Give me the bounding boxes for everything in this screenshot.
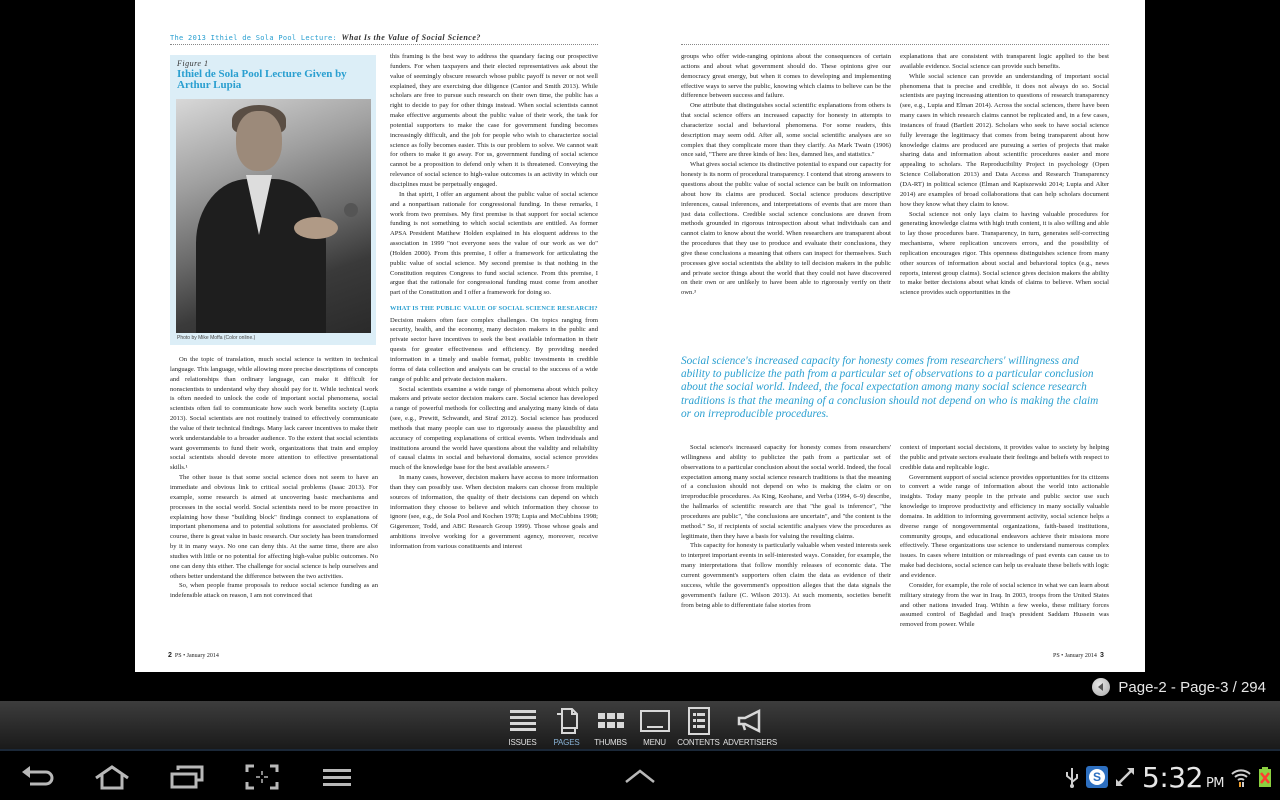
- right-col-3: [681, 443, 891, 643]
- wifi-icon: [1230, 766, 1252, 788]
- magazine-spread[interactable]: [135, 0, 1145, 672]
- right-col-2: [900, 52, 1109, 336]
- paragraph: Social science not only lays claim to having valuable procedures for generating knowledge claims with high truth content, it is also willing and able to lay those procedures bare. Transparency, in turn, generates self-correcting mechanisms, where replication uncovers errors, and the possibility of replication encourages rigor. This openness distinguishes science from many other sources of information about social and behavioral topics (e.g., news reports, interest group claims). Social science gives decision makers the ability to make better decisions about what kinds of claims to believe. When social science provides such opportunities in the: [900, 210, 1109, 297]
- paragraph: This capacity for honesty is particularly valuable when vested interests seek to interpret important events in self-interested ways. Consider, for example, the many interpretations that follow monthly releases of economic data. The current government's supporters often claim the data as evidence of their success, while the government's opposition alleges that the data signals the government's failure (C. Wilson 2013). At such moments, societies benefit from being able to differentiate false stories from: [681, 542, 891, 609]
- toolbar-issues[interactable]: ISSUES: [501, 701, 544, 749]
- page-2: [135, 0, 640, 672]
- usb-icon: [1064, 766, 1080, 788]
- left-col-1: [170, 355, 378, 645]
- menu-lines-icon: [319, 764, 355, 790]
- nav-menu-button[interactable]: [317, 763, 357, 791]
- figure-label: Figure 1: [177, 59, 209, 68]
- nav-home-button[interactable]: [92, 763, 132, 791]
- nav-expand-button[interactable]: [620, 763, 660, 791]
- section-heading: WHAT IS THE PUBLIC VALUE OF SOCIAL SCIENCE RESEARCH?: [390, 305, 598, 313]
- nav-recent-apps-button[interactable]: [167, 763, 207, 791]
- paragraph: The other issue is that some social science does not seem to have an immediate and obvious link to critical social problems (Isaac 2013). For example, some research is aimed at uncovering basic mechanisms and processes in the social world. Social scientists need to be more proactive in explaining how these "building block" findings connect to explanations of important phenomena and to potential solutions for associated problems. Of course, there is great value in basic research. Our society has been transformed by it in many ways. No one can deny this. At the same time, there are also studies with little or no potential for affecting high-value public outcomes. No one can deny this either. The challenge for social science is help ourselves and others better understand the difference between the two activities.: [170, 474, 378, 580]
- nav-screenshot-button[interactable]: [242, 763, 282, 791]
- sync-icon: [1114, 766, 1136, 788]
- paragraph: context of important social decisions, it provides value to society by helping the public and private sectors evaluate their feelings and beliefs with respect to credible data and replicable logic.: [900, 444, 1109, 471]
- paragraph: In many cases, however, decision makers have access to more information than they can possibly use. When decision makers can choose from multiple sources of information, the quality of their decisions can depend on which information they choose to believe and which information they choose to ignore (see, e.g., de Sola Pool and Kochen 1978; Lupia and McCubbins 1998; Gigerenzer, Todd, and ABC Research Group 1999). Those whose goals and ambitions involve working for a government agency, moreover, receive information from various constituents and interest: [390, 474, 598, 550]
- clock: 5:32 PM: [1142, 760, 1224, 794]
- paragraph: Social science's increased capacity for honesty comes from researchers' willingness and ability to publicize the path from a particular set of observations to a particular conclusion about the social world. Indeed, the focal expectation among many social science research traditions is that the meaning of a conclusion should not depend on who is making the claim or on irreproducible procedures. As King, Keohane, and Verba (1994, 6–9) describe, the hallmarks of scientific research are that "the goal is inference", "the procedures are public", "the conclusions are uncertain", and "the content is the method." So, if recipients of social scientific analyses view the procedures as legitimate, then they have a basis for valuing the resulting claims.: [681, 444, 891, 540]
- toolbar-contents[interactable]: CONTENTS: [677, 701, 720, 749]
- reader-toolbar: [0, 701, 1280, 751]
- screen-icon: [640, 707, 670, 735]
- page-indicator: [1092, 676, 1280, 698]
- nav-back-button[interactable]: [18, 763, 58, 791]
- battery-icon: [1258, 766, 1272, 788]
- paragraph: In that spirit, I offer an argument about the public value of social science and a nonpartisan rationale for congressional funding. In these remarks, I work from two premises. My first premise is that support for social science funding is not something to which social scientists are entitled. As former APSA President Matthew Holden explained in his eloquent address to the association in 1999 "not everyone sees the value of our work as we do" (Holden 2000). From this premise, I offer a framework for articulating the public value of social science. My second premise is that nothing in the Constitution requires Congress to fund social science. From this premise, I argue that the rationale for congressional funding must come from another part of the Constitution and I offer a framework for doing so.: [390, 190, 598, 297]
- header-rule: [681, 44, 1109, 45]
- figure-1: [170, 55, 376, 345]
- recent-apps-icon: [169, 764, 205, 790]
- system-navbar: [0, 753, 1280, 800]
- page-indicator-text: Page-2 - Page-3 / 294: [1118, 678, 1266, 696]
- page-folio-left: 2 PS • January 2014: [168, 652, 219, 659]
- paragraph: While social science can provide an understanding of important social phenomena that is precise and credible, it does not always do so. Social scientists are paying increasing attention to questions of research transparency (see, e.g., Lupia and Elman 2014). Across the social sciences, there have been many cases in which research claims cannot be replicated and, in a few cases, instances of fraud (Bartlett 2012). Scholars who seek to have social science fully leverage the legitimacy that comes from being transparent about how knowledge claims are produced are pursuing a series of projects that make sharing data and information about scientific procedures easier and more appealing to scholars. The Reproducibility Project in psychology (Open Science Collaboration 2013) and Data Access and Research Transparency (DA-RT) in political science (Elman and Kapiszewski 2014; Lupia and Alter 2014) are examples of broad collaborations that can help scholars document how they know what they claim to know.: [900, 72, 1109, 208]
- paragraph: So, when people frame proposals to reduce social science funding as an indefensible attack on reason, I am not convinced that: [170, 582, 378, 600]
- photo-credit: Photo by Mike Moffa (Color online.): [177, 335, 256, 341]
- toolbar-menu[interactable]: MENU: [633, 701, 676, 749]
- chevron-up-icon: [622, 764, 658, 790]
- back-arrow-icon: [20, 764, 56, 790]
- figure-title: Ithiel de Sola Pool Lecture Given by Arthur Lupia: [177, 68, 347, 91]
- circle-back-arrow-icon[interactable]: [1092, 678, 1110, 696]
- page-3: [640, 0, 1145, 672]
- grid-icon: [596, 707, 626, 735]
- paragraph: Consider, for example, the role of social science in what we can learn about military strategy from the war in Iraq. In 2003, troops from the United States and other nations invaded Iraq. Within a few weeks, these military forces assumed control of Baghdad and Iraq's president Saddam Hussein was removed from power. While: [900, 581, 1109, 629]
- toolbar-pages[interactable]: PAGES: [545, 701, 588, 749]
- paragraph: What gives social science its distinctive potential to expand our capacity for honesty is its norm of procedural transparency. I contend that strong answers to questions about the public value of social science can be built on information about how its claims are produced. Social science produces descriptive inferences, causal inferences, and interpretations of events that are more than just data collections. Credible social science conclusions are drawn from methods grounded in rigorous introspection about what individuals can and cannot claim to know about the world. When researchers are transparent about the procedures that they use to produce and evaluate their conclusions, they give these conclusions a meaning that others can inspect for themselves. Such processes give social scientists the ability to tell decision makers in the public and private sector things about the world that they could not have discovered on their own or are unlikely to have been able to rigorously verify on their own.³: [681, 161, 891, 297]
- pages-icon: [552, 707, 582, 735]
- paragraph: Social scientists examine a wide range of phenomena about which policy makers and private sector decision makers care. Social science has developed a range of powerful methods for collecting and analyzing many kinds of data (see, e.g., Prewitt, Schwandt, and Straf 2012). Social science has produced methods that many people can use to rigorously assess the plausibility and accuracy of competing explanations of critical events. When individuals and institutions around the world have questions about the validity and reliability of causal claims in social and behavioral domains, social science provides much of the knowledge base for the best available answers.²: [390, 385, 598, 472]
- paragraph: Government support of social science provides opportunities for its citizens to convert a wide range of information about the world into actionable insights. Today many people in the private and public sector use such knowledge to improve productivity and efficiency in many socially valuable domains. In addition to informing government activity, social science helps a diverse range of nongovernmental organizations, faith-based institutions, community groups, and educational endeavors achieve their missions more effectively. These organizations use science to understand numerous complex issues. In cases where intuition or misreadings of past events can cause us to make bad decisions, social science can help us evaluate these beliefs with logic and evidence.: [900, 473, 1109, 579]
- left-col-2: [390, 52, 598, 645]
- header-rule: [170, 44, 598, 45]
- paragraph: On the topic of translation, much social science is written in technical language. This language, while allowing more precise descriptions of concepts and relationships than ordinary language, can make it difficult for nonscientists to understand why they should pay for it. While technical work is often needed to unlock the code of important social phenomena, social scientists often fail to communicate how such work benefits society (Lupia 2013). Social scientists are not routinely trained to effectively communicate the value of their technical findings. Many lack career incentives to make their work understandable to a broader audience. To the extent that social scientists want governments to fund their work, organizations that train and employ social scientists should devote more attention to effective presentational skills.¹: [170, 356, 378, 472]
- skype-icon: S: [1086, 766, 1108, 788]
- paragraph: groups who offer wide-ranging opinions about the consequences of certain actions and about what government should do. These opinions give our democracy great energy, but when it comes to developing and implementing effective ways to serve the public, knowing which claims to believe can be the difference between success and failure.: [681, 53, 891, 100]
- paragraph: this framing is the best way to address the quandary facing our prospective funders. For when taxpayers and their elected representatives ask about the value of seemingly obscure research whose public payoff is never or not well explained, they are exercising due diligence (Cantor and Smith 2013). While scholars are free to pursue such research on their own time, the public has a right to decide to pay for other things instead. When social scientists cannot make effective arguments about the public value of their work, the task for potential supporters to make the case for government funding becomes increasingly difficult, and the job for people who wish to characterize social science as folly becomes easier. This is our problem to solve. We cannot wait for others to make it go away. For us, government funding of social science cannot be a proposition to defend only when it is threatened. Conveying the relevance of social science to high-value outcomes is an activity in which our disciplines must be perpetually engaged.: [390, 53, 598, 188]
- right-col-1: [681, 52, 891, 336]
- megaphone-icon: [735, 707, 765, 735]
- stack-lines-icon: [508, 707, 538, 735]
- running-head: The 2013 Ithiel de Sola Pool Lecture: What Is the Value of Social Science?: [170, 33, 481, 42]
- toolbar-thumbs[interactable]: THUMBS: [589, 701, 632, 749]
- list-doc-icon: [684, 707, 714, 735]
- speaker-photo: [176, 99, 371, 333]
- pull-quote: Social science's increased capacity for honesty comes from researchers' willingness and ability to publicize the path from a particular set of observations to a particular conclusion about the social world. Indeed, the focal expectation among many social science research traditions is that the meaning of a conclusion should not depend on who is making the claim or on irreproducible procedures.: [681, 355, 1099, 420]
- page-folio-right: PS • January 2014 3: [1053, 652, 1104, 659]
- right-col-4: [900, 443, 1109, 643]
- status-area[interactable]: [1064, 761, 1272, 793]
- screenshot-icon: [244, 764, 280, 790]
- paragraph: One attribute that distinguishes social scientific explanations from others is that social science offers an increased capacity for honesty in attempts to characterize social and behavioral phenomena. For some readers, this description may seem odd. After all, some social scientific analyses are so complex that they complicate more than they clarify. As Mark Twain (1906) once said, "There are three kinds of lies: lies, damned lies, and statistics.": [681, 102, 891, 159]
- paragraph: Decision makers often face complex challenges. On topics ranging from security, health, and the economy, many decision makers in the public and private sector have incentives to seek the best available information in their quests for greater effectiveness and efficiency. By providing needed information in a timely and usable format, public investments in credible forms of data collection and analysis can be crucial to the success of a wide range of public and private decision makers.: [390, 316, 598, 383]
- paragraph: explanations that are consistent with transparent logic applied to the best available evidence. Social science can provide such benefits.: [900, 53, 1109, 70]
- toolbar-advertisers[interactable]: ADVERTISERS: [721, 701, 779, 749]
- home-icon: [94, 764, 130, 790]
